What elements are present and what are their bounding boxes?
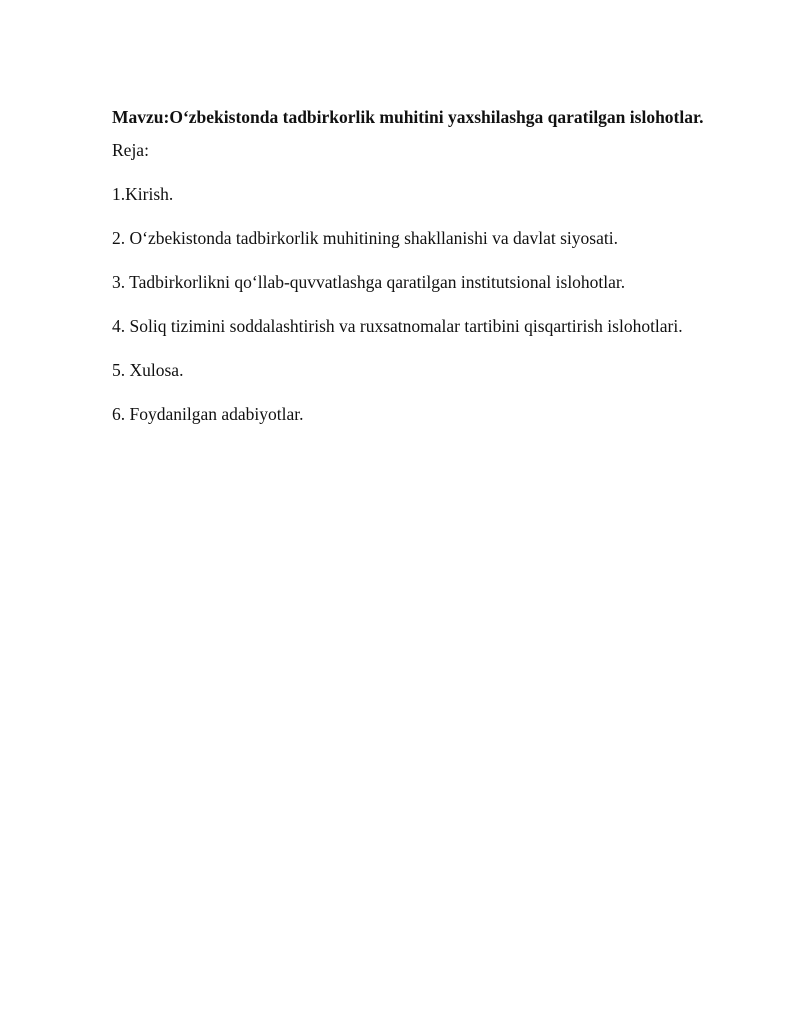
plan-heading: Reja: <box>112 140 149 160</box>
plan-item-6: 6. Foydanilgan adabiyotlar. <box>112 404 304 424</box>
plan-item-2: 2. O‘zbekistonda tadbirkorlik muhitining shakllanishi va davlat siyosati. <box>112 228 618 248</box>
document-content <box>112 105 762 446</box>
plan-item-5: 5. Xulosa. <box>112 360 184 380</box>
document-title: Mavzu:O‘zbekistonda tadbirkorlik muhitini yaxshilashga qaratilgan islohotlar. <box>112 107 704 127</box>
plan-list <box>112 182 762 426</box>
plan-item-4: 4. Soliq tizimini soddalashtirish va ruxsatnomalar tartibini qisqartirish islohotlari. <box>112 316 683 336</box>
plan-item-1: 1.Kirish. <box>112 184 174 204</box>
plan-item-3: 3. Tadbirkorlikni qo‘llab-quvvatlashga qaratilgan institutsional islohotlar. <box>112 272 626 292</box>
